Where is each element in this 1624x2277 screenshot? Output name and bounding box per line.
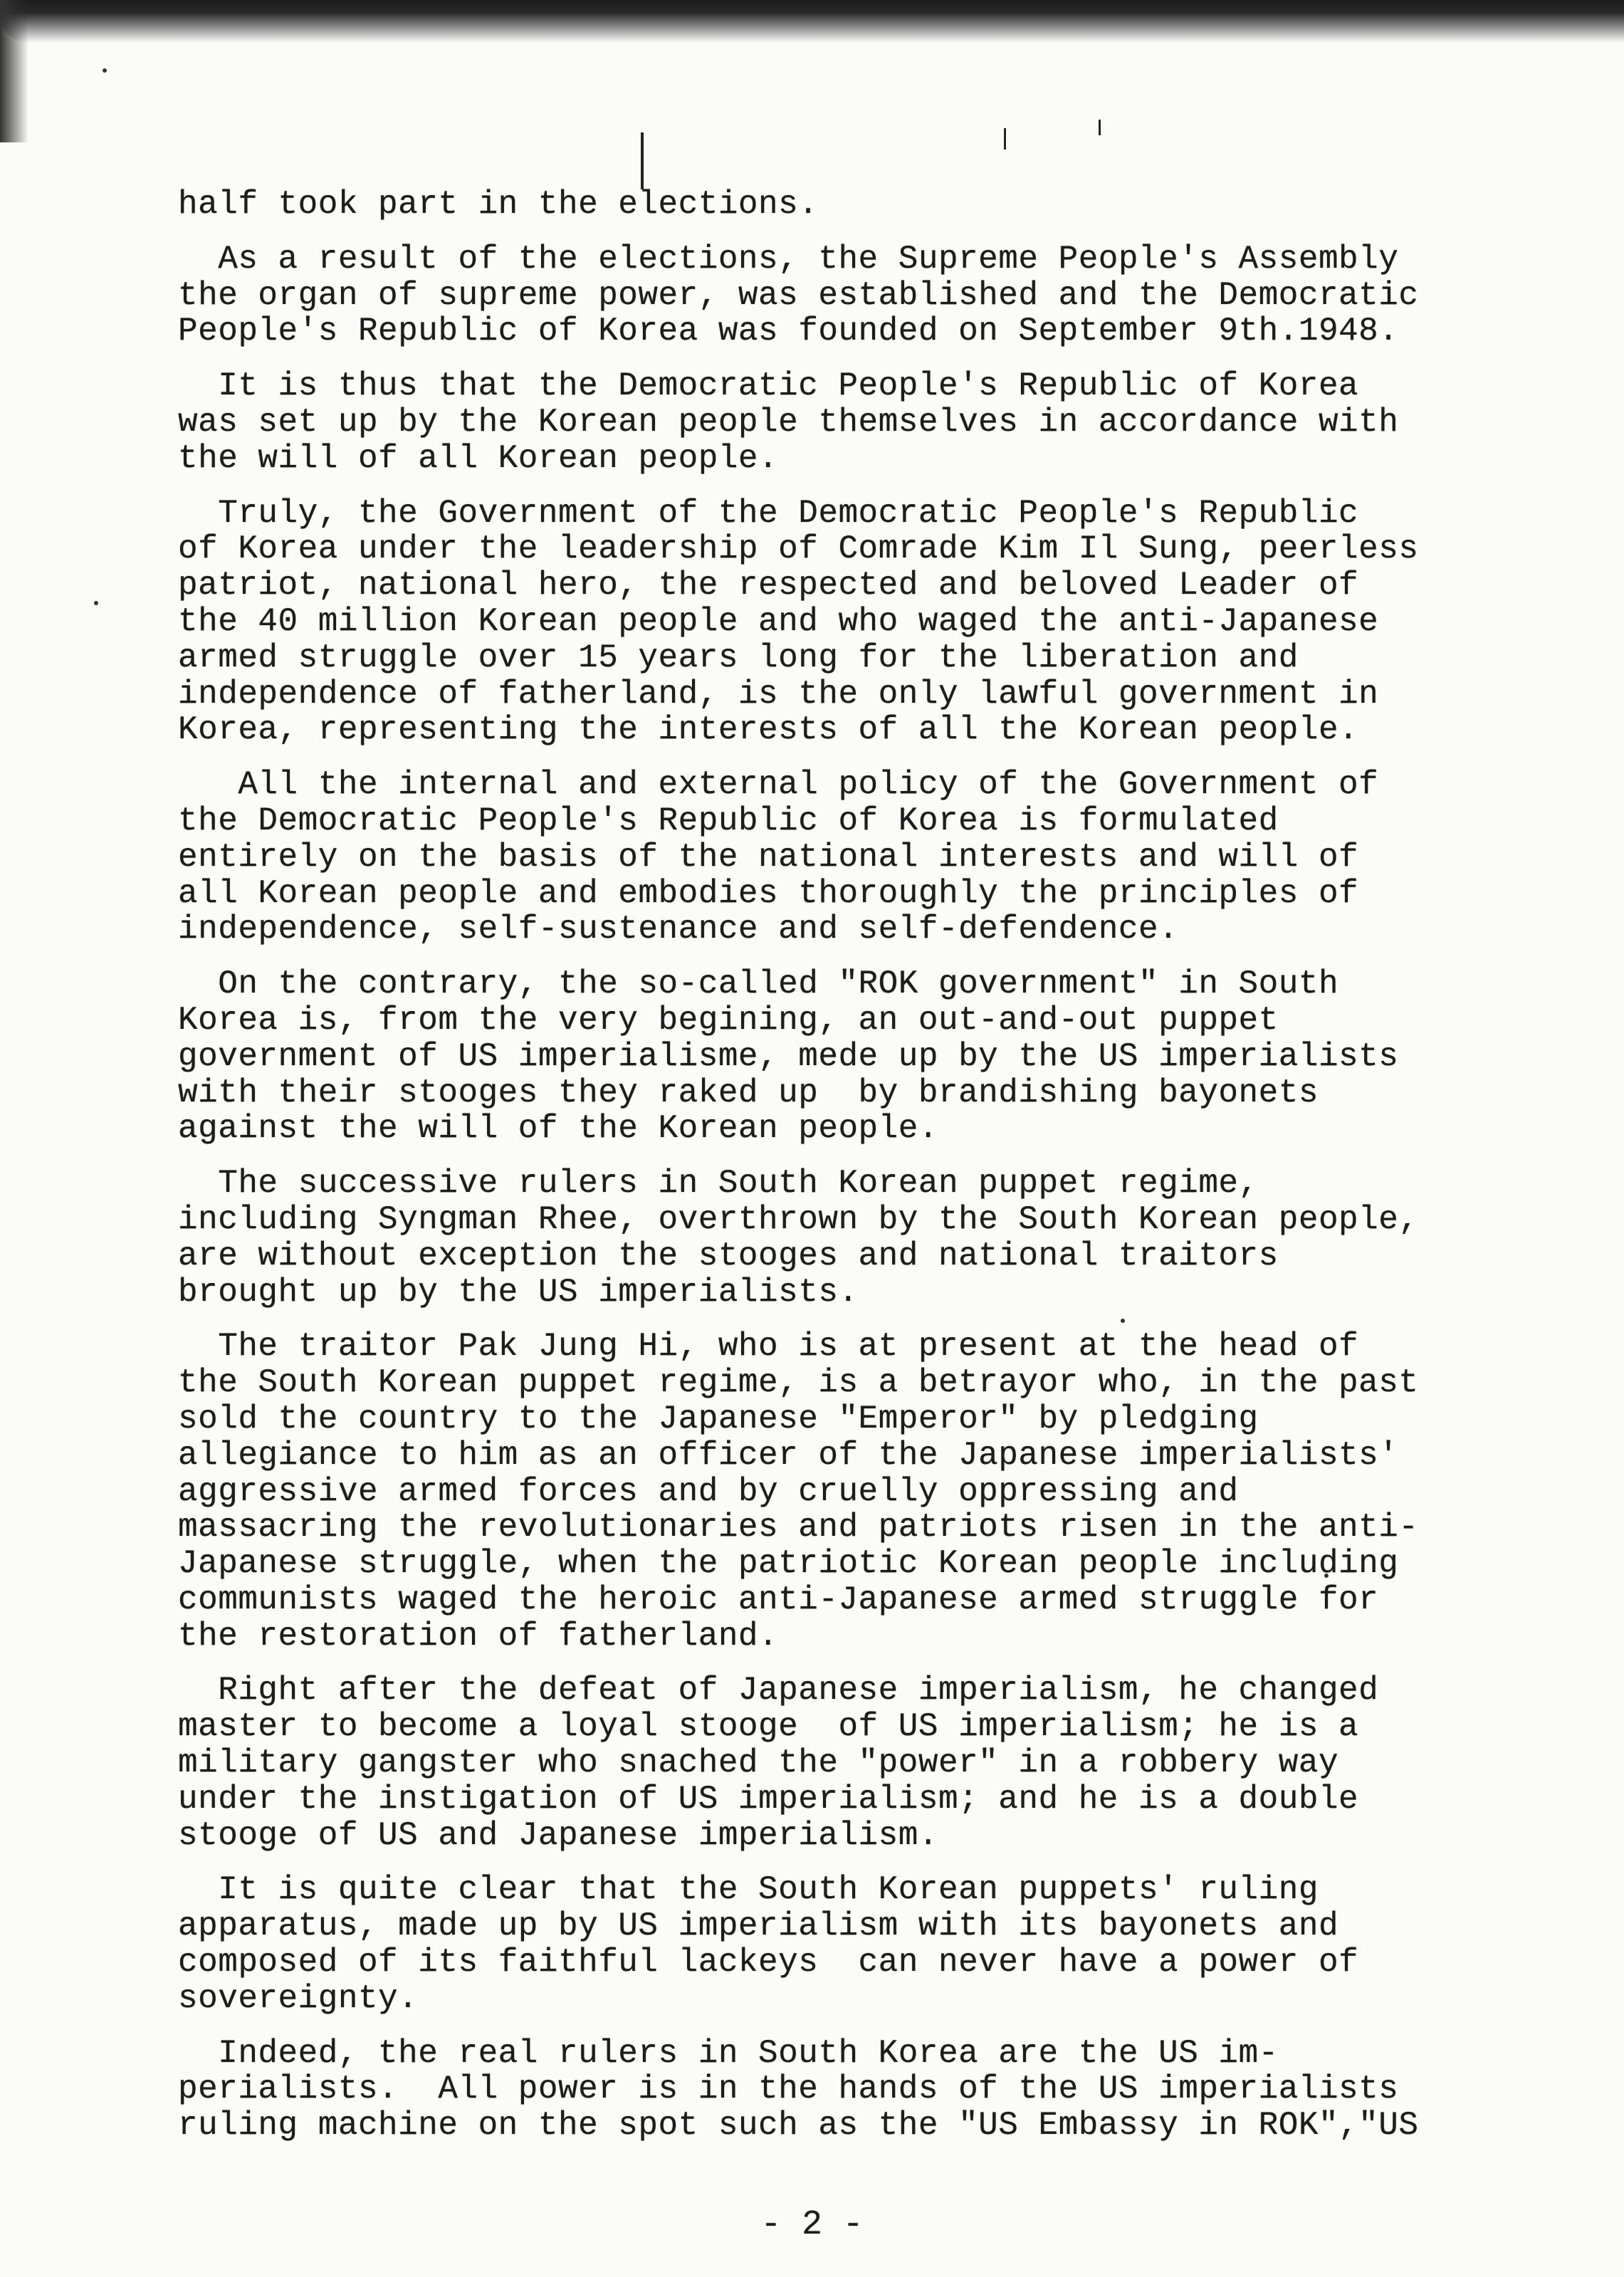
text-line: all Korean people and embodies thoroughly the principles of bbox=[178, 874, 1359, 912]
text-line: stooge of US and Japanese imperialism. bbox=[178, 1816, 938, 1854]
paragraph bbox=[178, 1329, 1531, 1654]
text-line: sovereignty. bbox=[178, 1979, 419, 2017]
paragraph bbox=[178, 1872, 1531, 2016]
text-line: brought up by the US imperialists. bbox=[178, 1273, 859, 1311]
text-line: It is thus that the Democratic People's Republic of Korea bbox=[178, 367, 1359, 405]
text-line: It is quite clear that the South Korean puppets' ruling bbox=[178, 1871, 1319, 1909]
scan-mark bbox=[641, 132, 644, 189]
paragraph bbox=[178, 241, 1531, 350]
text-line: Korea, representing the interests of all the Korean people. bbox=[178, 711, 1359, 749]
text-line: Right after the defeat of Japanese imperialism, he changed bbox=[178, 1672, 1379, 1710]
text-line: the will of all Korean people. bbox=[178, 439, 779, 477]
text-line: including Syngman Rhee, overthrown by the South Korean people, bbox=[178, 1200, 1419, 1238]
text-line: the 40 million Korean people and who waged the anti-Japanese bbox=[178, 602, 1379, 640]
text-line: against the will of the Korean people. bbox=[178, 1110, 938, 1148]
scan-mark bbox=[1004, 128, 1006, 150]
text-line: with their stooges they raked up by brandishing bayonets bbox=[178, 1074, 1319, 1111]
text-line: The traitor Pak Jung Hi, who is at present at the head of bbox=[178, 1328, 1359, 1366]
text-line: the Democratic People's Republic of Korea is formulated bbox=[178, 802, 1279, 839]
text-line: composed of its faithful lackeys can never have a power of bbox=[178, 1944, 1359, 1982]
text-line: the South Korean puppet regime, is a betrayor who, in the past bbox=[178, 1364, 1419, 1402]
text-line: Truly, the Government of the Democratic People's Republic bbox=[178, 494, 1359, 532]
text-line: under the instigation of US imperialism; and he is a double bbox=[178, 1780, 1359, 1818]
text-line: ruling machine on the spot such as the "US Embassy in ROK","US bbox=[178, 2107, 1419, 2145]
text-line: communists waged the heroic anti-Japanese armed struggle for bbox=[178, 1581, 1379, 1618]
scan-speck bbox=[94, 601, 98, 605]
text-line: Korea is, from the very begining, an out-and-out puppet bbox=[178, 1001, 1279, 1039]
scan-speck bbox=[103, 68, 107, 73]
text-line: People's Republic of Korea was founded on September 9th.1948. bbox=[178, 313, 1399, 350]
scan-shadow-top bbox=[0, 0, 1624, 43]
text-line: government of US imperialisme, mede up by the US imperialists bbox=[178, 1037, 1399, 1075]
text-line: As a result of the elections, the Supreme People's Assembly bbox=[178, 240, 1399, 278]
text-line: was set up by the Korean people themselves in accordance with bbox=[178, 403, 1399, 441]
text-line: independence of fatherland, is the only lawful government in bbox=[178, 675, 1379, 713]
text-line: apparatus, made up by US imperialism with its bayonets and bbox=[178, 1907, 1339, 1945]
page-number: - 2 - bbox=[760, 2206, 864, 2244]
paragraph bbox=[178, 187, 1531, 223]
text-line: half took part in the elections. bbox=[178, 186, 819, 223]
text-line: master to become a loyal stooge of US imperialism; he is a bbox=[178, 1708, 1359, 1746]
text-line: massacring the revolutionaries and patriots risen in the anti- bbox=[178, 1509, 1419, 1546]
text-line: independence, self-sustenance and self-defendence. bbox=[178, 911, 1179, 948]
text-line: military gangster who snached the "power" in a robbery way bbox=[178, 1744, 1339, 1782]
text-line: All the internal and external policy of the Government of bbox=[178, 766, 1379, 804]
text-line: On the contrary, the so-called "ROK government" in South bbox=[178, 965, 1339, 1003]
paragraph bbox=[178, 368, 1531, 476]
text-line: sold the country to the Japanese "Emperor" by pledging bbox=[178, 1400, 1259, 1438]
text-line: entirely on the basis of the national interests and will of bbox=[178, 838, 1359, 876]
text-line: of Korea under the leadership of Comrade Kim Il Sung, peerless bbox=[178, 530, 1419, 568]
text-line: are without exception the stooges and national traitors bbox=[178, 1237, 1279, 1274]
text-line: the organ of supreme power, was established and the Democratic bbox=[178, 276, 1419, 314]
text-line: allegiance to him as an officer of the Japanese imperialists' bbox=[178, 1436, 1399, 1474]
paragraph bbox=[178, 966, 1531, 1147]
text-line: aggressive armed forces and by cruelly oppressing and bbox=[178, 1472, 1239, 1510]
text-line: the restoration of fatherland. bbox=[178, 1617, 779, 1655]
text-line: Indeed, the real rulers in South Korea are the US im- bbox=[178, 2034, 1279, 2072]
text-line: patriot, national hero, the respected and beloved Leader of bbox=[178, 567, 1359, 604]
scan-shadow-left bbox=[0, 0, 28, 142]
paragraph bbox=[178, 496, 1531, 749]
text-line: Japanese struggle, when the patriotic Korean people including bbox=[178, 1545, 1399, 1583]
scan-mark bbox=[1099, 120, 1101, 135]
text-line: armed struggle over 15 years long for the liberation and bbox=[178, 639, 1299, 676]
text-line: perialists. All power is in the hands of the US imperialists bbox=[178, 2071, 1399, 2108]
text-line: The successive rulers in South Korean puppet regime, bbox=[178, 1165, 1259, 1203]
paragraph bbox=[178, 1673, 1531, 1853]
paragraph bbox=[178, 2036, 1531, 2144]
paragraph bbox=[178, 767, 1531, 948]
paragraph bbox=[178, 1166, 1531, 1310]
document-body bbox=[178, 187, 1531, 2162]
